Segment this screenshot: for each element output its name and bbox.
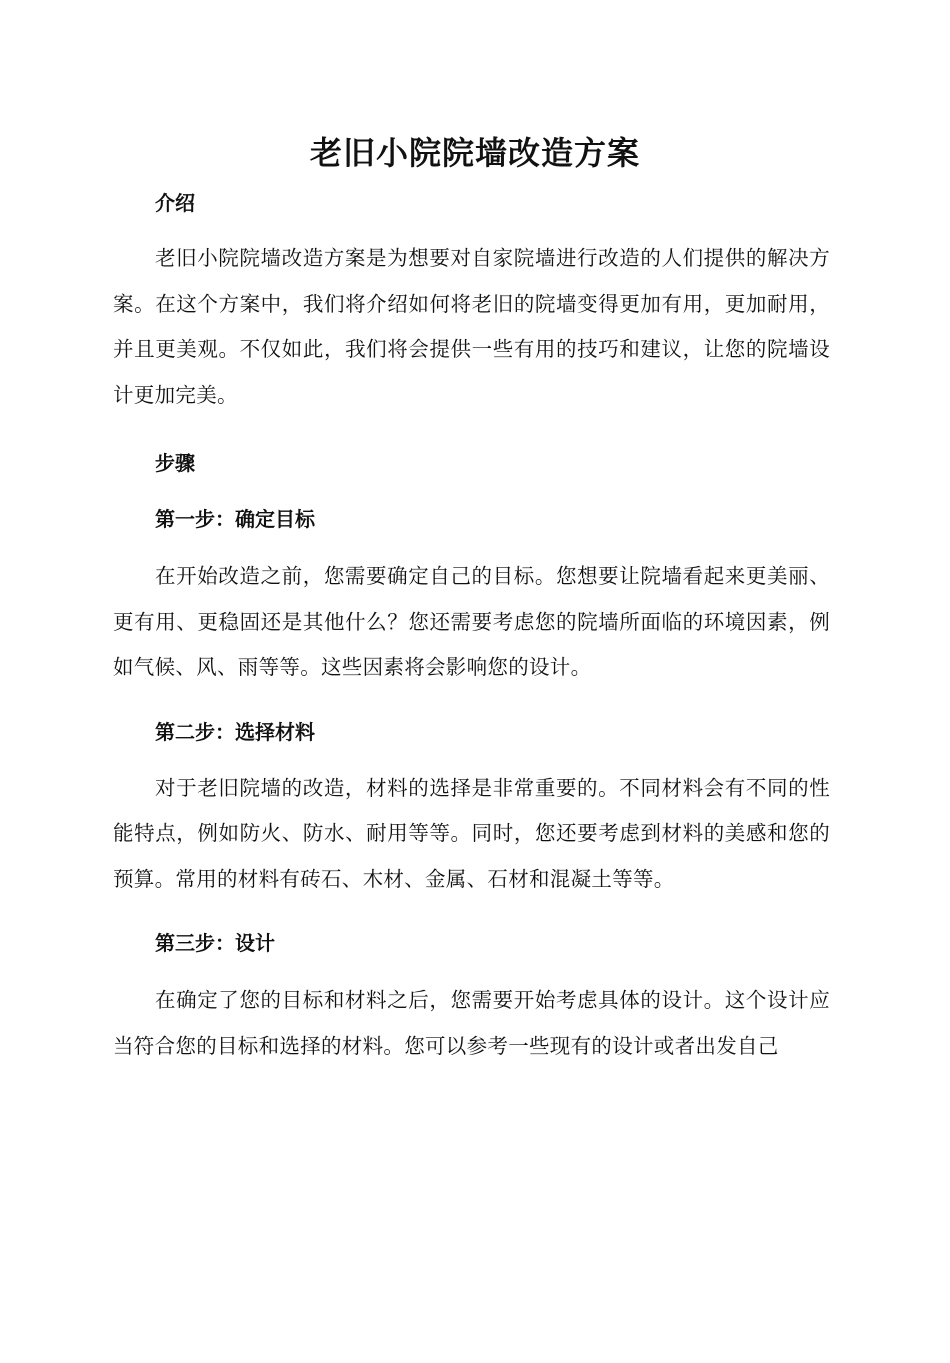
section-heading-steps: 步骤 [155, 451, 195, 475]
step1-heading: 第一步：确定目标 [155, 507, 315, 531]
section-heading-intro: 介绍 [155, 191, 195, 215]
intro-paragraph: 老旧小院院墙改造方案是为想要对自家院墙进行改造的人们提供的解决方案。在这个方案中，我们将介绍如何将老旧的院墙变得更加有用，更加耐用，并且更美观。不仅如此，我们将会提供一些有用的技巧和建议，让您的院墙设计更加完美。 [113, 246, 830, 407]
step2-heading: 第二步：选择材料 [155, 719, 315, 744]
document-page [0, 133, 950, 1363]
step1-paragraph: 在开始改造之前，您需要确定自己的目标。您想要让院墙看起来更美丽、更有用、更稳固还是其他什么？您还需要考虑您的院墙所面临的环境因素，例如气候、风、雨等等。这些因素将会影响您的设计。 [113, 564, 830, 679]
step3-heading: 第三步：设计 [155, 931, 275, 955]
step3-paragraph: 在确定了您的目标和材料之后，您需要开始考虑具体的设计。这个设计应当符合您的目标和选择的材料。您可以参考一些现有的设计或者出发自己 [113, 988, 830, 1058]
document-title: 老旧小院院墙改造方案 [309, 134, 640, 172]
step2-paragraph: 对于老旧院墙的改造，材料的选择是非常重要的。不同材料会有不同的性能特点，例如防火、防水、耐用等等。同时，您还要考虑到材料的美感和您的预算。常用的材料有砖石、木材、金属、石材和混凝土等等。 [113, 775, 830, 891]
